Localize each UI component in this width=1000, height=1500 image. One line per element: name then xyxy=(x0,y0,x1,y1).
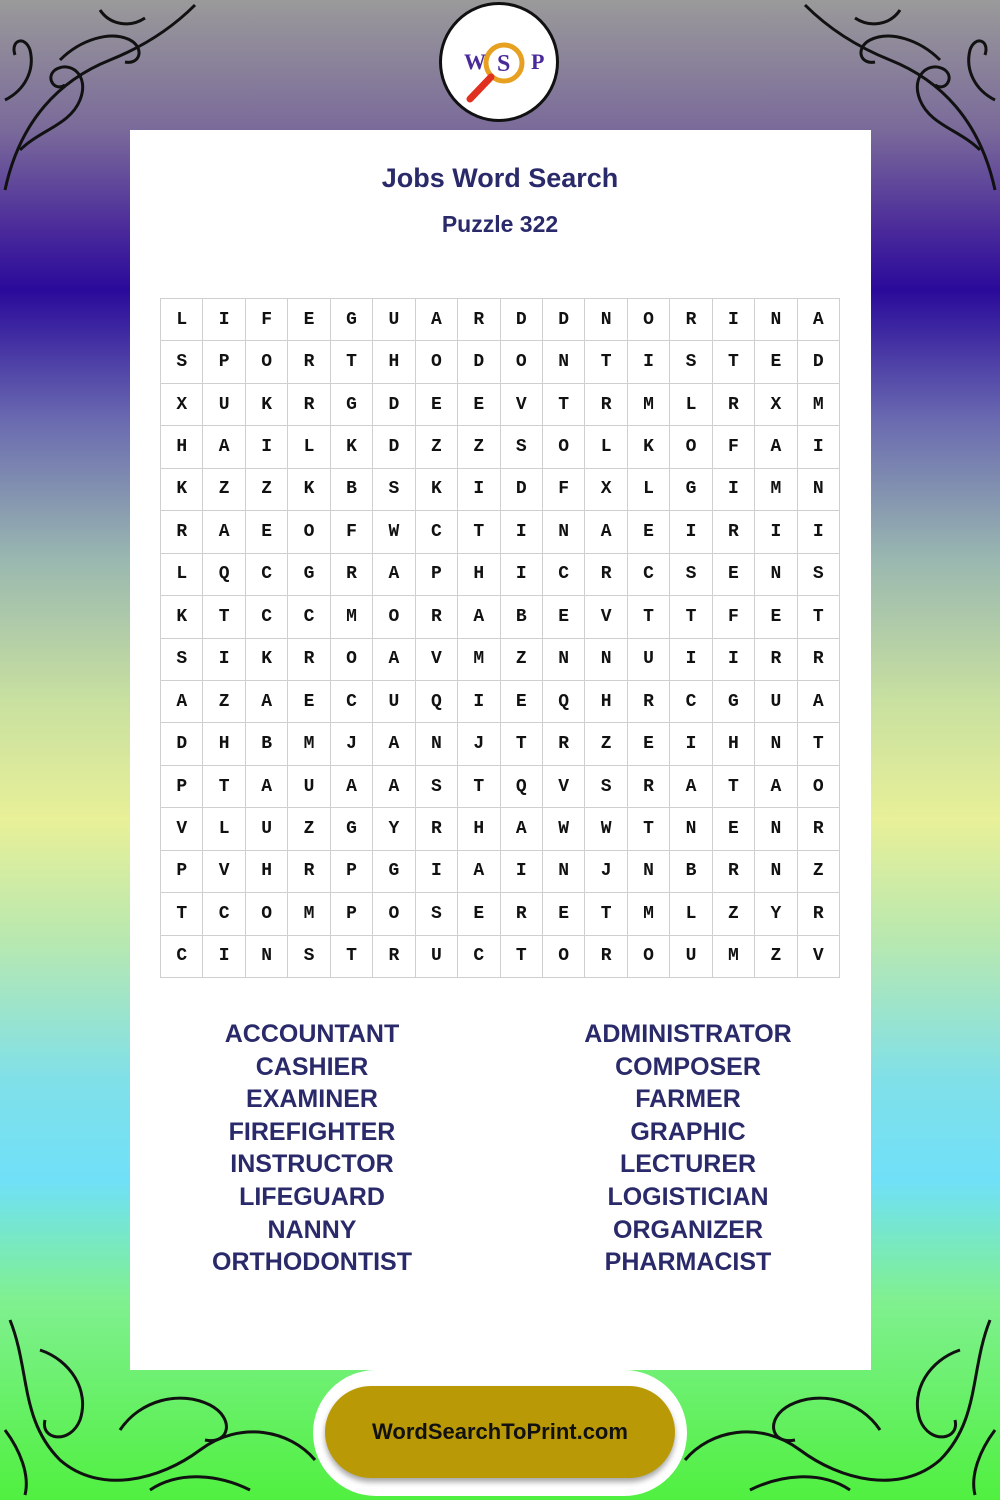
grid-cell[interactable]: E xyxy=(246,511,288,553)
word-list-item: CASHIER xyxy=(255,1052,369,1081)
grid-cell[interactable]: L xyxy=(203,808,245,850)
grid-cell[interactable]: L xyxy=(585,426,627,468)
grid-cell[interactable]: U xyxy=(670,936,712,978)
grid-cell[interactable]: H xyxy=(713,723,755,765)
grid-cell[interactable]: S xyxy=(798,554,840,596)
grid-cell[interactable]: H xyxy=(458,808,500,850)
site-link-button[interactable]: WordSearchToPrint.com xyxy=(325,1386,675,1478)
grid-cell[interactable]: N xyxy=(755,723,797,765)
grid-cell[interactable]: T xyxy=(798,723,840,765)
grid-cell[interactable]: V xyxy=(161,808,203,850)
word-list-item: ACCOUNTANT xyxy=(224,1020,400,1048)
grid-cell[interactable]: L xyxy=(670,384,712,426)
grid-cell[interactable]: I xyxy=(458,469,500,511)
grid-cell[interactable]: E xyxy=(543,893,585,935)
grid-cell[interactable]: G xyxy=(670,469,712,511)
grid-cell[interactable]: C xyxy=(161,936,203,978)
grid-cell[interactable]: S xyxy=(416,893,458,935)
grid-cell[interactable]: C xyxy=(458,936,500,978)
grid-cell[interactable]: O xyxy=(246,893,288,935)
grid-cell[interactable]: N xyxy=(543,341,585,383)
grid-cell[interactable]: R xyxy=(416,596,458,638)
grid-cell[interactable]: S xyxy=(670,554,712,596)
grid-cell[interactable]: T xyxy=(501,936,543,978)
word-list-item: GRAPHIC xyxy=(630,1117,746,1146)
grid-cell[interactable]: H xyxy=(246,851,288,893)
grid-cell[interactable]: P xyxy=(331,893,373,935)
grid-cell[interactable]: K xyxy=(416,469,458,511)
grid-cell[interactable]: A xyxy=(755,426,797,468)
grid-cell[interactable]: J xyxy=(458,723,500,765)
grid-cell[interactable]: N xyxy=(246,936,288,978)
grid-cell[interactable]: E xyxy=(628,511,670,553)
grid-cell[interactable]: T xyxy=(713,766,755,808)
grid-cell[interactable]: A xyxy=(246,681,288,723)
grid-cell[interactable]: S xyxy=(585,766,627,808)
word-list-item: ADMINISTRATOR xyxy=(584,1020,792,1048)
grid-cell[interactable]: A xyxy=(373,554,415,596)
grid-cell[interactable]: T xyxy=(203,766,245,808)
grid-cell[interactable]: F xyxy=(246,299,288,341)
grid-cell[interactable]: Z xyxy=(246,469,288,511)
grid-cell[interactable]: M xyxy=(288,893,330,935)
grid-cell[interactable]: B xyxy=(246,723,288,765)
grid-cell[interactable]: R xyxy=(288,341,330,383)
grid-cell[interactable]: Q xyxy=(501,766,543,808)
grid-cell[interactable]: C xyxy=(246,596,288,638)
grid-cell[interactable]: D xyxy=(373,426,415,468)
grid-cell[interactable]: R xyxy=(161,511,203,553)
grid-cell[interactable]: Z xyxy=(416,426,458,468)
grid-cell[interactable]: V xyxy=(501,384,543,426)
grid-cell[interactable]: O xyxy=(373,893,415,935)
grid-cell[interactable]: R xyxy=(713,511,755,553)
logo-letter-w: W xyxy=(464,49,486,74)
grid-cell[interactable]: A xyxy=(458,596,500,638)
grid-cell[interactable]: I xyxy=(501,511,543,553)
grid-cell[interactable]: I xyxy=(713,639,755,681)
grid-cell[interactable]: V xyxy=(416,639,458,681)
grid-cell[interactable]: I xyxy=(458,681,500,723)
word-list-item: ORGANIZER xyxy=(613,1215,763,1244)
grid-cell[interactable]: I xyxy=(203,639,245,681)
site-logo[interactable] xyxy=(439,2,559,122)
grid-cell[interactable]: T xyxy=(203,596,245,638)
grid-cell[interactable]: H xyxy=(458,554,500,596)
grid-cell[interactable]: A xyxy=(373,723,415,765)
grid-cell[interactable]: N xyxy=(416,723,458,765)
grid-cell[interactable]: R xyxy=(543,723,585,765)
grid-cell[interactable]: I xyxy=(203,299,245,341)
grid-cell[interactable]: Z xyxy=(288,808,330,850)
grid-cell[interactable]: T xyxy=(713,341,755,383)
grid-cell[interactable]: T xyxy=(798,596,840,638)
grid-cell[interactable]: U xyxy=(373,681,415,723)
grid-cell[interactable]: N xyxy=(755,808,797,850)
grid-cell[interactable]: S xyxy=(288,936,330,978)
grid-cell[interactable]: L xyxy=(670,893,712,935)
grid-cell[interactable]: P xyxy=(331,851,373,893)
grid-cell[interactable]: R xyxy=(670,299,712,341)
grid-cell[interactable]: E xyxy=(501,681,543,723)
grid-cell[interactable]: C xyxy=(543,554,585,596)
grid-cell[interactable]: K xyxy=(161,469,203,511)
grid-cell[interactable]: M xyxy=(628,893,670,935)
grid-cell[interactable]: U xyxy=(203,384,245,426)
grid-cell[interactable]: R xyxy=(331,554,373,596)
grid-cell[interactable]: N xyxy=(543,511,585,553)
grid-cell[interactable]: U xyxy=(288,766,330,808)
grid-cell[interactable]: Z xyxy=(458,426,500,468)
grid-cell[interactable]: T xyxy=(458,766,500,808)
grid-cell[interactable]: C xyxy=(416,511,458,553)
grid-cell[interactable]: Q xyxy=(543,681,585,723)
grid-cell[interactable]: B xyxy=(501,596,543,638)
grid-cell[interactable]: R xyxy=(628,766,670,808)
grid-cell[interactable]: D xyxy=(798,341,840,383)
grid-cell[interactable]: P xyxy=(161,851,203,893)
grid-cell[interactable]: R xyxy=(288,639,330,681)
grid-cell[interactable]: U xyxy=(373,299,415,341)
grid-cell[interactable]: H xyxy=(585,681,627,723)
grid-cell[interactable]: I xyxy=(501,851,543,893)
grid-cell[interactable]: N xyxy=(543,851,585,893)
grid-cell[interactable]: Y xyxy=(373,808,415,850)
grid-cell[interactable]: R xyxy=(628,681,670,723)
grid-cell[interactable]: R xyxy=(288,851,330,893)
word-list-right xyxy=(508,1018,868,1279)
grid-cell[interactable]: E xyxy=(458,384,500,426)
grid-cell[interactable]: X xyxy=(161,384,203,426)
grid-cell[interactable]: K xyxy=(288,469,330,511)
grid-cell[interactable]: Z xyxy=(755,936,797,978)
grid-cell[interactable]: V xyxy=(543,766,585,808)
grid-cell[interactable]: R xyxy=(798,808,840,850)
grid-cell[interactable]: T xyxy=(670,596,712,638)
grid-cell[interactable]: A xyxy=(798,681,840,723)
grid-cell[interactable]: R xyxy=(373,936,415,978)
grid-cell[interactable]: T xyxy=(458,511,500,553)
grid-cell[interactable]: I xyxy=(246,426,288,468)
grid-cell[interactable]: A xyxy=(501,808,543,850)
word-list-item: FIREFIGHTER xyxy=(228,1117,396,1146)
grid-cell[interactable]: G xyxy=(288,554,330,596)
grid-cell[interactable]: O xyxy=(288,511,330,553)
grid-cell[interactable]: O xyxy=(331,639,373,681)
grid-cell[interactable]: T xyxy=(585,341,627,383)
grid-cell[interactable]: V xyxy=(585,596,627,638)
grid-cell[interactable]: N xyxy=(585,639,627,681)
grid-cell[interactable]: A xyxy=(458,851,500,893)
grid-cell[interactable]: E xyxy=(288,299,330,341)
grid-cell[interactable]: A xyxy=(246,766,288,808)
grid-cell[interactable]: I xyxy=(670,723,712,765)
grid-cell[interactable]: I xyxy=(628,341,670,383)
word-list-left xyxy=(132,1018,492,1279)
grid-cell[interactable]: E xyxy=(288,681,330,723)
grid-cell[interactable]: K xyxy=(246,639,288,681)
grid-cell[interactable]: I xyxy=(203,936,245,978)
grid-cell[interactable]: E xyxy=(416,384,458,426)
grid-cell[interactable]: H xyxy=(203,723,245,765)
grid-cell[interactable]: O xyxy=(670,426,712,468)
grid-cell[interactable]: A xyxy=(798,299,840,341)
grid-cell[interactable]: O xyxy=(543,426,585,468)
grid-cell[interactable]: W xyxy=(543,808,585,850)
grid-cell[interactable]: L xyxy=(161,299,203,341)
grid-cell[interactable]: R xyxy=(288,384,330,426)
grid-cell[interactable]: U xyxy=(416,936,458,978)
grid-cell[interactable]: I xyxy=(798,426,840,468)
grid-cell[interactable]: I xyxy=(670,639,712,681)
grid-cell[interactable]: D xyxy=(501,299,543,341)
grid-cell[interactable]: B xyxy=(670,851,712,893)
grid-cell[interactable]: R xyxy=(416,808,458,850)
grid-cell[interactable]: Z xyxy=(798,851,840,893)
grid-cell[interactable]: F xyxy=(713,596,755,638)
grid-cell[interactable]: X xyxy=(585,469,627,511)
grid-cell[interactable]: R xyxy=(713,851,755,893)
word-list-item: EXAMINER xyxy=(246,1085,378,1114)
grid-cell[interactable]: T xyxy=(331,936,373,978)
word-list-item: ORTHODONTIST xyxy=(212,1248,412,1277)
grid-cell[interactable]: U xyxy=(628,639,670,681)
grid-cell[interactable]: N xyxy=(670,808,712,850)
grid-cell[interactable]: D xyxy=(458,341,500,383)
grid-cell[interactable]: R xyxy=(713,384,755,426)
grid-cell[interactable]: D xyxy=(373,384,415,426)
word-list-item: FARMER xyxy=(635,1085,741,1114)
grid-cell[interactable]: D xyxy=(161,723,203,765)
puzzle-number: Puzzle 322 xyxy=(441,211,559,237)
word-list-item: NANNY xyxy=(267,1215,357,1244)
grid-cell[interactable]: E xyxy=(713,808,755,850)
grid-cell[interactable]: E xyxy=(755,596,797,638)
grid-cell[interactable]: X xyxy=(755,384,797,426)
grid-cell[interactable]: C xyxy=(670,681,712,723)
grid-cell[interactable]: R xyxy=(798,639,840,681)
grid-cell[interactable]: R xyxy=(458,299,500,341)
grid-cell[interactable]: S xyxy=(501,426,543,468)
grid-cell[interactable]: K xyxy=(628,426,670,468)
grid-cell[interactable]: T xyxy=(161,893,203,935)
grid-cell[interactable]: D xyxy=(501,469,543,511)
word-list-item: COMPOSER xyxy=(615,1052,761,1081)
grid-cell[interactable]: J xyxy=(585,851,627,893)
grid-cell[interactable]: A xyxy=(203,511,245,553)
word-list-item: PHARMACIST xyxy=(604,1248,772,1277)
grid-cell[interactable]: W xyxy=(585,808,627,850)
grid-cell[interactable]: L xyxy=(628,469,670,511)
letter-grid xyxy=(160,298,840,978)
grid-cell[interactable]: M xyxy=(288,723,330,765)
grid-cell[interactable]: I xyxy=(416,851,458,893)
grid-cell[interactable]: T xyxy=(585,893,627,935)
grid-cell[interactable]: O xyxy=(246,341,288,383)
grid-cell[interactable]: T xyxy=(331,341,373,383)
grid-cell[interactable]: L xyxy=(288,426,330,468)
grid-cell[interactable]: S xyxy=(670,341,712,383)
grid-cell[interactable]: N xyxy=(543,639,585,681)
grid-cell[interactable]: S xyxy=(416,766,458,808)
grid-cell[interactable]: O xyxy=(628,299,670,341)
grid-cell[interactable]: C xyxy=(331,681,373,723)
grid-cell[interactable]: I xyxy=(755,511,797,553)
page-title: Jobs Word Search xyxy=(381,163,619,193)
grid-cell[interactable]: V xyxy=(798,936,840,978)
word-list-item: INSTRUCTOR xyxy=(230,1150,394,1179)
grid-cell[interactable]: A xyxy=(161,681,203,723)
grid-cell[interactable]: O xyxy=(501,341,543,383)
grid-cell[interactable]: O xyxy=(798,766,840,808)
grid-cell[interactable]: T xyxy=(628,808,670,850)
grid-cell[interactable]: F xyxy=(713,426,755,468)
grid-cell[interactable]: R xyxy=(755,639,797,681)
grid-cell[interactable]: E xyxy=(543,596,585,638)
grid-cell[interactable]: G xyxy=(331,384,373,426)
grid-cell[interactable]: T xyxy=(628,596,670,638)
grid-cell[interactable]: A xyxy=(373,766,415,808)
grid-cell[interactable]: N xyxy=(585,299,627,341)
word-list-item: LOGISTICIAN xyxy=(607,1182,769,1211)
grid-cell[interactable]: N xyxy=(755,554,797,596)
grid-cell[interactable]: I xyxy=(798,511,840,553)
grid-cell[interactable]: S xyxy=(161,341,203,383)
grid-cell[interactable]: R xyxy=(501,893,543,935)
grid-cell[interactable]: Z xyxy=(585,723,627,765)
grid-cell[interactable]: A xyxy=(416,299,458,341)
grid-cell[interactable]: M xyxy=(713,936,755,978)
grid-cell[interactable]: S xyxy=(161,639,203,681)
magnifier-icon xyxy=(442,5,556,119)
grid-cell[interactable]: C xyxy=(288,596,330,638)
grid-cell[interactable]: W xyxy=(373,511,415,553)
grid-cell[interactable]: I xyxy=(670,511,712,553)
grid-cell[interactable]: M xyxy=(628,384,670,426)
grid-cell[interactable]: T xyxy=(501,723,543,765)
grid-cell[interactable]: P xyxy=(203,341,245,383)
grid-cell[interactable]: Z xyxy=(203,469,245,511)
grid-cell[interactable]: A xyxy=(670,766,712,808)
grid-cell[interactable]: S xyxy=(373,469,415,511)
grid-cell[interactable]: V xyxy=(203,851,245,893)
word-list-item: LECTURER xyxy=(619,1150,757,1179)
grid-cell[interactable]: A xyxy=(755,766,797,808)
grid-cell[interactable]: N xyxy=(755,299,797,341)
grid-cell[interactable]: Z xyxy=(203,681,245,723)
grid-cell[interactable]: T xyxy=(543,384,585,426)
grid-cell[interactable]: Y xyxy=(755,893,797,935)
grid-cell[interactable]: G xyxy=(713,681,755,723)
grid-cell[interactable]: A xyxy=(585,511,627,553)
grid-cell[interactable]: O xyxy=(373,596,415,638)
grid-cell[interactable]: M xyxy=(458,639,500,681)
grid-cell[interactable]: N xyxy=(798,469,840,511)
grid-cell[interactable]: Q xyxy=(416,681,458,723)
grid-cell[interactable]: C xyxy=(628,554,670,596)
grid-cell[interactable]: H xyxy=(161,426,203,468)
grid-cell[interactable]: N xyxy=(755,851,797,893)
grid-cell[interactable]: K xyxy=(246,384,288,426)
grid-cell[interactable]: M xyxy=(331,596,373,638)
grid-cell[interactable]: H xyxy=(373,341,415,383)
grid-cell[interactable]: P xyxy=(416,554,458,596)
grid-cell[interactable]: C xyxy=(203,893,245,935)
grid-cell[interactable]: Z xyxy=(501,639,543,681)
grid-cell[interactable]: M xyxy=(755,469,797,511)
grid-cell[interactable]: G xyxy=(331,299,373,341)
grid-cell[interactable]: A xyxy=(373,639,415,681)
grid-cell[interactable]: R xyxy=(585,936,627,978)
grid-cell[interactable]: F xyxy=(331,511,373,553)
grid-cell[interactable]: K xyxy=(331,426,373,468)
grid-cell[interactable]: D xyxy=(543,299,585,341)
grid-cell[interactable]: E xyxy=(458,893,500,935)
grid-cell[interactable]: A xyxy=(331,766,373,808)
grid-cell[interactable]: A xyxy=(203,426,245,468)
grid-cell[interactable]: C xyxy=(246,554,288,596)
grid-cell[interactable]: E xyxy=(628,723,670,765)
grid-cell[interactable]: U xyxy=(246,808,288,850)
grid-cell[interactable]: R xyxy=(798,893,840,935)
grid-cell[interactable]: G xyxy=(373,851,415,893)
grid-cell[interactable]: K xyxy=(161,596,203,638)
grid-cell[interactable]: O xyxy=(628,936,670,978)
grid-cell[interactable]: R xyxy=(585,554,627,596)
grid-cell[interactable]: P xyxy=(161,766,203,808)
grid-cell[interactable]: Q xyxy=(203,554,245,596)
grid-cell[interactable]: I xyxy=(713,299,755,341)
grid-cell[interactable]: E xyxy=(755,341,797,383)
grid-cell[interactable]: N xyxy=(628,851,670,893)
grid-cell[interactable]: L xyxy=(161,554,203,596)
grid-cell[interactable]: G xyxy=(331,808,373,850)
logo-letter-p: P xyxy=(531,49,545,74)
grid-cell[interactable]: R xyxy=(585,384,627,426)
grid-cell[interactable]: E xyxy=(713,554,755,596)
grid-cell[interactable]: F xyxy=(543,469,585,511)
grid-cell[interactable]: U xyxy=(755,681,797,723)
grid-cell[interactable]: I xyxy=(713,469,755,511)
grid-cell[interactable]: O xyxy=(416,341,458,383)
grid-cell[interactable]: Z xyxy=(713,893,755,935)
word-list-item: LIFEGUARD xyxy=(239,1182,385,1211)
logo-letter-s: S xyxy=(497,51,511,77)
grid-cell[interactable]: J xyxy=(331,723,373,765)
grid-cell[interactable]: I xyxy=(501,554,543,596)
grid-cell[interactable]: M xyxy=(798,384,840,426)
grid-cell[interactable]: O xyxy=(543,936,585,978)
grid-cell[interactable]: B xyxy=(331,469,373,511)
